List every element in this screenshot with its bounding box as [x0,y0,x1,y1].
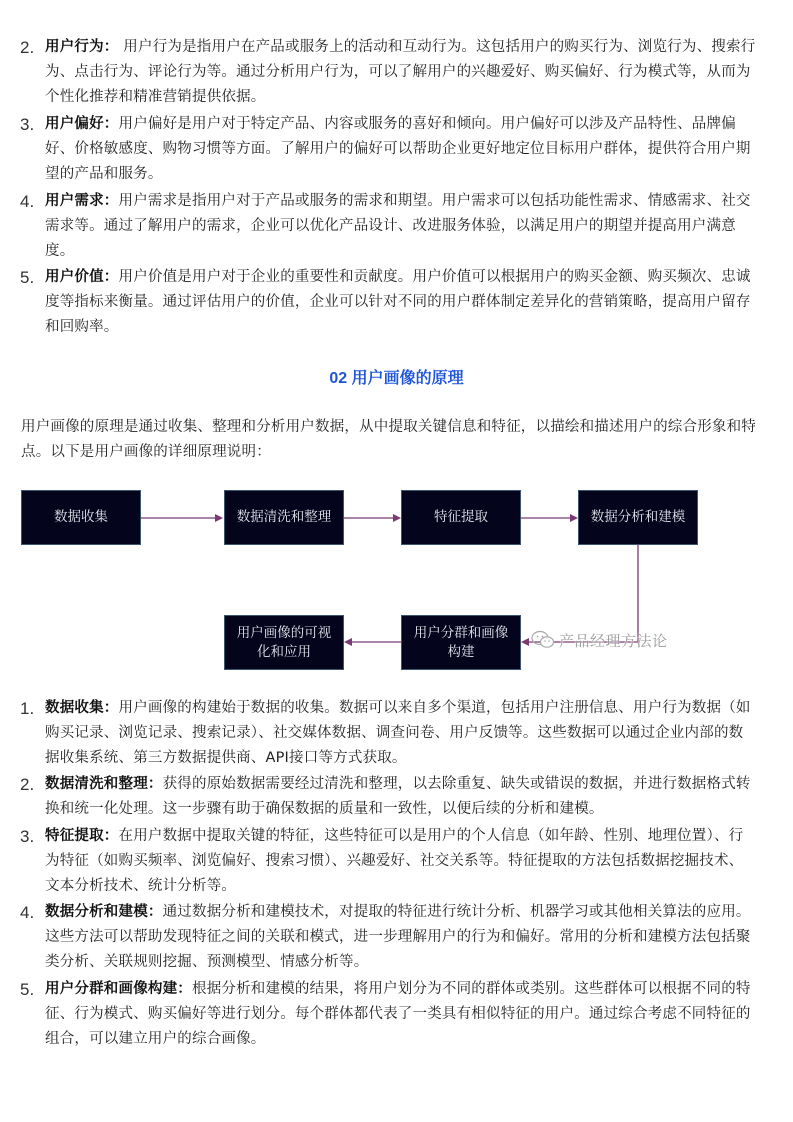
node-label: 数据收集 [54,509,108,525]
list-line: 文本分析技术、统计分析等。 [45,878,237,894]
flow-node-analysis-modeling [578,490,698,545]
list-line [45,900,779,925]
list-term: 用户需求： [45,193,119,209]
list-term: 用户价值： [45,269,119,285]
list-line: 个性化推荐和精准营销提供依据。 [45,89,266,105]
intro-line: 用户画像的原理是通过收集、整理和分析用户数据，从中提取关键信息和特征，以描绘和描述用户的综合形象和特 [21,419,756,435]
list-text: 用户偏好是用户对于特定产品、内容或服务的喜好和倾向。用户偏好可以涉及产品特性、品牌偏 [118,116,736,132]
list-text: 用户价值是用户对于企业的重要性和贡献度。用户价值可以根据用户的购买金额、购买频次、忠诚 [118,269,751,285]
flow-node-visualization [224,615,344,670]
flow-node-data-collection [21,490,141,545]
wechat-icon [531,630,555,650]
node-label: 特征提取 [434,509,488,525]
list-line: 好、价格敏感度、购物习惯等方面。了解用户的偏好可以帮助企业更好地定位目标用户群体，提供符合用户期 [45,141,751,157]
list-number: 4. [20,903,35,922]
node-label: 化和应用 [257,643,311,660]
list-number: 1. [20,699,35,718]
list-text: 通过数据分析和建模技术，对提取的特征进行统计分析、机器学习或其他相关算法的应用。 [162,904,751,920]
list-term: 数据分析和建模： [45,904,163,920]
list-line: 征、行为模式、购买偏好等进行划分。每个群体都代表了一类具有相似特征的用户。通过综合考虑不同特征的 [45,1006,751,1022]
list-term: 用户行为： [45,39,119,55]
list-text: 在用户数据中提取关键的特征，这些特征可以是用户的个人信息（如年龄、性别、地理位置）、行 [118,828,744,844]
list-number: 2. [20,775,35,794]
list-line: 这些方法可以帮助发现特征之间的关联和模式，进一步理解用户的行为和偏好。常用的分析和建模方法包括聚 [45,929,751,945]
list-line: 换和统一化处理。这一步骤有助于确保数据的质量和一致性，以便后续的分析和建模。 [45,801,604,817]
node-label: 用户画像的可视 [236,624,332,641]
arrowhead-icon [570,514,578,522]
flow-node-data-cleaning [224,490,344,545]
list-number: 2. [20,38,35,57]
list-number: 5. [20,268,35,287]
list-line [45,35,779,60]
list-term: 数据清洗和整理： [45,776,163,792]
list-line: 为、点击行为、评论行为等。通过分析用户行为，可以了解用户的兴趣爱好、购买偏好、行为模式等，从而为 [45,64,751,80]
list-line [45,265,779,290]
list-term: 特征提取： [45,828,119,844]
list-number: 4. [20,192,35,211]
list-line [45,824,779,849]
list-text: 根据分析和建模的结果，将用户划分为不同的群体或类别。这些群体可以根据不同的特 [192,981,751,997]
flow-node-segmentation [401,615,521,670]
list-line: 度。 [45,243,75,259]
node-label: 数据分析和建模 [590,509,686,525]
watermark-text: 产品经理方法论 [559,631,668,650]
list-number: 3. [20,827,35,846]
section-heading: 02 用户画像的原理 [329,370,464,387]
list-line [45,772,779,797]
list-text: 用户行为是指用户在产品或服务上的活动和互动行为。这包括用户的购买行为、浏览行为、搜索行 [118,39,756,55]
intro-line: 点。以下是用户画像的详细原理说明： [21,444,271,460]
list-line: 购买记录、浏览记录、搜索记录）、社交媒体数据、调查问卷、用户反馈等。这些数据可以通过企业内部的数 [45,725,744,741]
arrowhead-icon [344,638,352,646]
list-line [45,977,779,1002]
list-term: 数据收集： [45,700,119,716]
list-line: 和回购率。 [45,319,119,335]
list-line: 望的产品和服务。 [45,166,163,182]
list-text: 用户需求是指用户对于产品或服务的需求和期望。用户需求可以包括功能性需求、情感需求、社交 [118,193,751,209]
flow-node-feature-extraction [401,490,521,545]
list-line: 据收集系统、第三方数据提供商、API接口等方式获取。 [45,750,407,766]
list-term: 用户分群和画像构建： [45,981,192,997]
list-number: 3. [20,115,35,134]
edge-model-segment [527,545,638,642]
list-line: 度等指标来衡量。通过评估用户的价值，企业可以针对不同的用户群体制定差异化的营销策略，提高用户留存 [45,294,751,310]
list-line: 需求等。通过了解用户的需求，企业可以优化产品设计、改进服务体验，以满足用户的期望并提高用户满意 [45,218,736,234]
arrowhead-icon [393,514,401,522]
list-line: 类分析、关联规则挖掘、预测模型、情感分析等。 [45,954,369,970]
list-line: 组合，可以建立用户的综合画像。 [45,1031,266,1047]
list-text: 用户画像的构建始于数据的收集。数据可以来自多个渠道，包括用户注册信息、用户行为数据（如 [118,700,751,716]
list-line: 为特征（如购买频率、浏览偏好、搜索习惯）、兴趣爱好、社交关系等。特征提取的方法包括数据挖掘技术、 [45,853,744,869]
list-number: 5. [20,980,35,999]
node-label: 数据清洗和整理 [236,509,332,525]
list-line [45,112,779,137]
watermark [531,628,668,652]
list-term: 用户偏好： [45,116,119,132]
arrowhead-icon [215,514,223,522]
arrowhead-icon [521,638,529,646]
node-label: 用户分群和画像 [413,624,509,641]
list-text: 获得的原始数据需要经过清洗和整理，以去除重复、缺失或错误的数据，并进行数据格式转 [162,776,751,792]
list-line [45,189,779,214]
node-label: 构建 [447,643,475,660]
list-line [45,696,779,721]
